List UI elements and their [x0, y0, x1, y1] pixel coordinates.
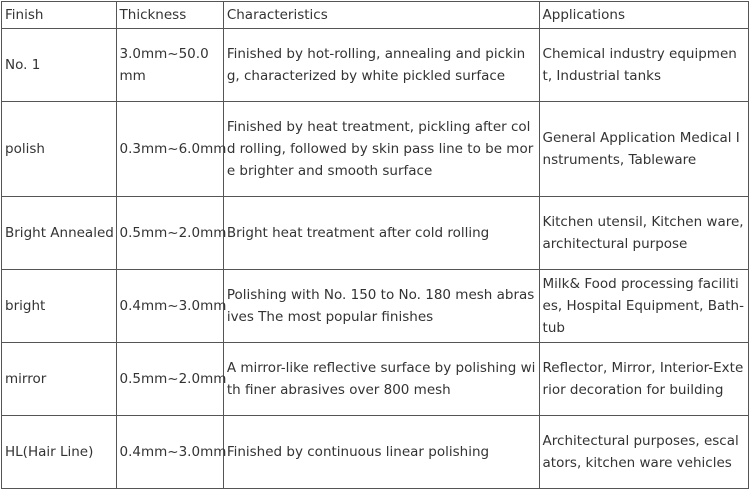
cell-finish: HL(Hair Line)	[2, 416, 117, 489]
cell-characteristics: Finished by heat treatment, pickling after cold rolling, followed by skin pass line to be more brighter and smooth surface	[223, 102, 539, 197]
table-row	[2, 270, 749, 343]
cell-finish: No. 1	[2, 29, 117, 102]
cell-characteristics: Finished by hot-rolling, annealing and picking, characterized by white pickled surface	[223, 29, 539, 102]
cell-thickness: 0.4mm~3.0mm	[116, 270, 223, 343]
cell-thickness: 0.4mm~3.0mm	[116, 416, 223, 489]
header-applications: Applications	[539, 2, 748, 29]
cell-finish: mirror	[2, 343, 117, 416]
cell-finish: Bright Annealed	[2, 197, 117, 270]
cell-thickness: 3.0mm~50.0mm	[116, 29, 223, 102]
cell-characteristics: Bright heat treatment after cold rolling	[223, 197, 539, 270]
cell-characteristics: Polishing with No. 150 to No. 180 mesh abrasives The most popular finishes	[223, 270, 539, 343]
table-row	[2, 102, 749, 197]
table-row	[2, 416, 749, 489]
cell-thickness: 0.3mm~6.0mm	[116, 102, 223, 197]
finish-spec-table	[1, 1, 749, 489]
table-row	[2, 343, 749, 416]
cell-characteristics: Finished by continuous linear polishing	[223, 416, 539, 489]
header-thickness: Thickness	[116, 2, 223, 29]
cell-applications: General Application Medical Instruments, Tableware	[539, 102, 748, 197]
cell-applications: Chemical industry equipment, Industrial tanks	[539, 29, 748, 102]
cell-characteristics: A mirror-like reflective surface by polishing with finer abrasives over 800 mesh	[223, 343, 539, 416]
header-characteristics: Characteristics	[223, 2, 539, 29]
cell-finish: polish	[2, 102, 117, 197]
cell-finish: bright	[2, 270, 117, 343]
header-finish: Finish	[2, 2, 117, 29]
cell-applications: Kitchen utensil, Kitchen ware, architectural purpose	[539, 197, 748, 270]
cell-applications: Milk& Food processing facilities, Hospital Equipment, Bath-tub	[539, 270, 748, 343]
cell-applications: Architectural purposes, escalators, kitchen ware vehicles	[539, 416, 748, 489]
cell-thickness: 0.5mm~2.0mm	[116, 197, 223, 270]
table-header-row	[2, 2, 749, 29]
cell-thickness: 0.5mm~2.0mm	[116, 343, 223, 416]
table-row	[2, 29, 749, 102]
cell-applications: Reflector, Mirror, Interior-Exterior decoration for building	[539, 343, 748, 416]
table-row	[2, 197, 749, 270]
